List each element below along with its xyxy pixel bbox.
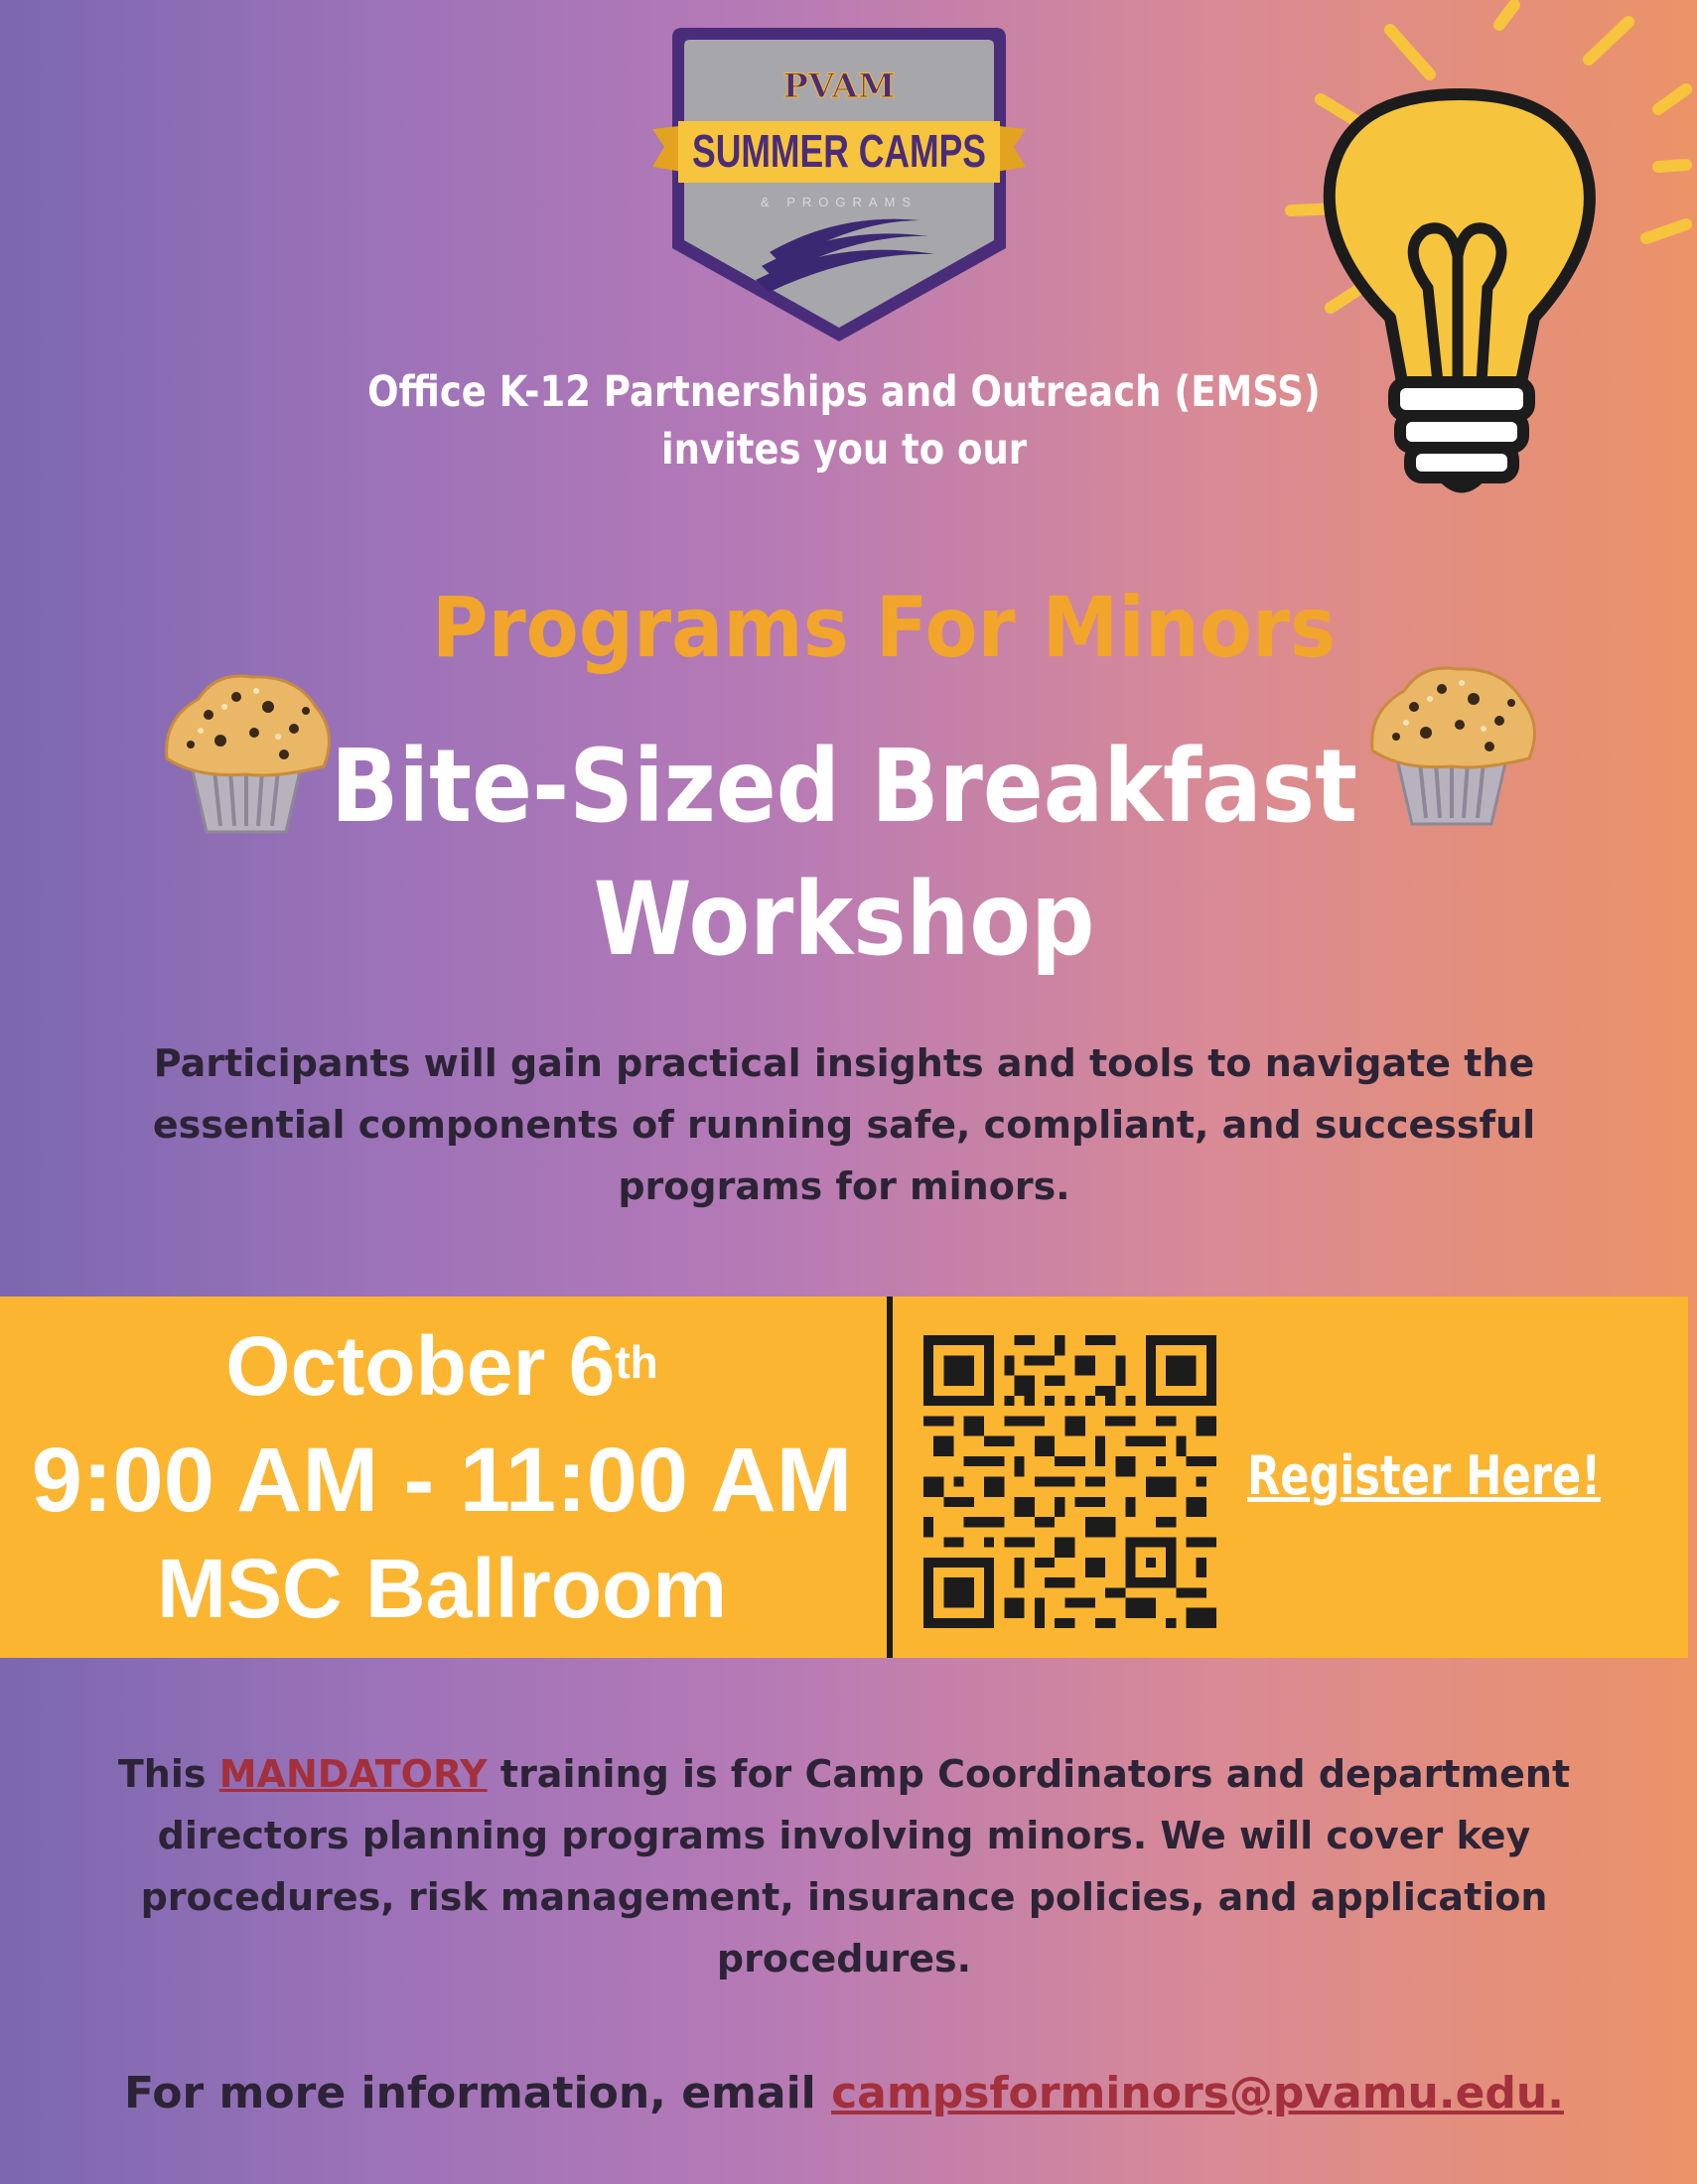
mandatory-notice-before: This <box>117 1752 219 1796</box>
event-date-suffix: th <box>615 1336 658 1388</box>
contact-line <box>60 2062 1628 2125</box>
logo-banner-text: SUMMER CAMPS <box>692 125 986 177</box>
event-location: MSC Ballroom <box>156 1542 728 1635</box>
invitation-line: invites you to our <box>660 425 1028 475</box>
workshop-description: Participants will gain practical insights and tools to navigate the essential components of running safe, compliant, and successful programs for minors. <box>152 1041 1536 1208</box>
event-time: 9:00 AM - 11:00 AM <box>31 1430 853 1531</box>
logo-sub-text: & PROGRAMS <box>760 195 919 209</box>
event-date <box>0 1316 884 1416</box>
summer-camps-logo <box>660 18 1018 350</box>
workshop-title-line2: Workshop <box>593 861 1095 979</box>
registration-qr-code[interactable] <box>923 1335 1216 1628</box>
mandatory-notice-after: training is for Camp Coordinators and department directors planning programs involving minors. We will cover key procedures, risk management, insurance policies, and application procedures. <box>140 1752 1571 1980</box>
workshop-title: Bite-Sized Breakfast <box>330 728 1358 846</box>
logo-monogram: PVAM <box>782 67 896 106</box>
series-title: Programs For Minors <box>431 579 1337 676</box>
contact-prefix: For more information, email <box>124 2068 832 2118</box>
register-link[interactable]: Register Here! <box>1247 1444 1602 1507</box>
band-divider <box>887 1297 893 1658</box>
event-date-text: October 6 <box>225 1319 616 1413</box>
mandatory-notice <box>60 1743 1628 1989</box>
mandatory-highlight: MANDATORY <box>218 1752 488 1796</box>
organizer-line: Office K-12 Partnerships and Outreach (EMSS) <box>367 367 1321 417</box>
contact-email-link[interactable]: campsforminors@pvamu.edu. <box>831 2068 1564 2118</box>
